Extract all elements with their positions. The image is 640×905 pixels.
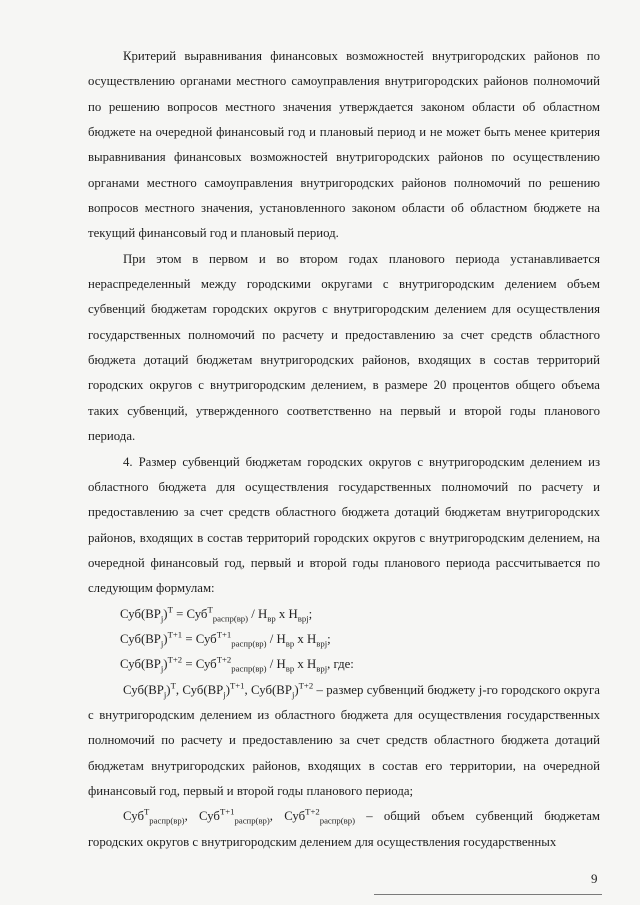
paragraph: Критерий выравнивания финансовых возможностей внутригородских районов по осуществлению органами местного самоуправления внутригородских районов полномочий по решению вопросов местного значения утверждается законом области об областном бюджете на очередной финансовый год и плановый период и не может быть менее критерия выравнивания финансовых возможностей внутригородских районов по осуществлению органами местного самоуправления внутригородских районов полномочий по решению вопросов местного значения, установленного законом области об областном бюджете на текущий финансовый год и плановый период.: [88, 49, 600, 241]
body-text: [88, 44, 600, 855]
paragraph: 4. Размер субвенций бюджетам городских округов с внутригородским делением из областного бюджета для осуществления государственных полномочий по расчету и предоставлению за счет средств областного бюджета дотаций бюджетам внутригородских районов, входящих в состав территорий городских округов с внутригородским делением, на очередной финансовый год, первый и второй годы планового периода рассчитывается по следующим формулам:: [88, 454, 600, 596]
formula: $Суб(ВР_j)^{T+1} = Суб^{T+1}_{распр(вр)} / Н_{вр}$ x $Н_{врj}$;: [120, 629, 331, 649]
footer-rule: [374, 894, 602, 895]
paragraph: При этом в первом и во втором годах планового периода устанавливается нераспределенный между городскими округами с внутригородским делением объем субвенций бюджетам городских округов с внутригородским делением для осуществления государственных полномочий по расчету и предоставлению за счет средств областного бюджета дотаций бюджетам внутригородских районов, входящих в состав территорий городских округов с внутригородским делением, в размере 20 процентов общего объема таких субвенций, утвержденного соответственно на первый и второй годы планового периода.: [88, 251, 600, 444]
formula: $Суб(ВР_j)^{T+2} = Суб^{T+2}_{распр(вр)} / Н_{вр}$ x $Н_{врj}$, где:: [120, 654, 354, 674]
definition: $Суб(ВР_j)^T$, $Суб(ВР_j)^{T+1}$, $Суб(ВР_j)^{T+2}$ – размер субвенций бюджету j-го городского округа с внутригородским делением из областного бюджета для осуществления государственных полномочий по расчету и предоставлению за счет средств областного бюджета дотаций бюджетам внутригородских районов, входящих в состав его территории, на очередной финансовый год, первый и второй годы планового периода;: [88, 680, 600, 798]
definition: Суб$^T_{распр(вр)}$, Суб$^{T+1}_{распр(вр)}$, Суб$^{T+2}_{распр(вр)}$ – общий объем субвенций бюджетам городских округов с внутригородским делением для осуществления государственных: [88, 807, 600, 849]
page-number: 9: [591, 871, 598, 886]
formula: $Суб(ВР_j)^T = Суб^T_{распр(вр)} / Н_{вр}$ x $Н_{врj}$;: [120, 604, 313, 624]
